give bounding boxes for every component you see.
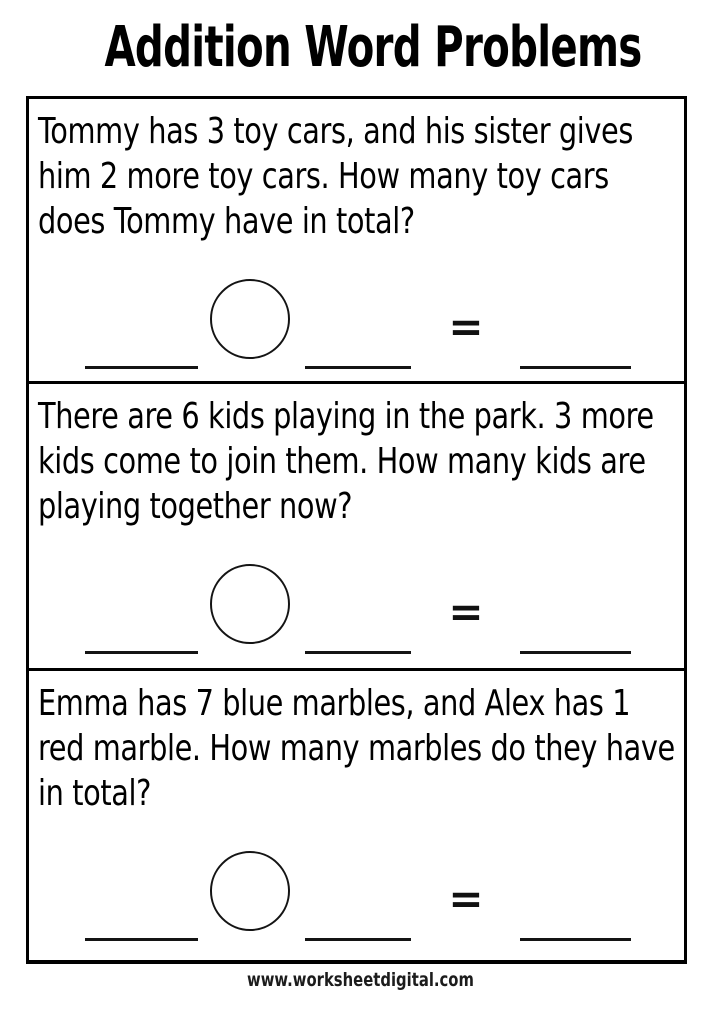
problem-card-3 (29, 671, 684, 954)
answer-blank-sum (520, 938, 631, 941)
problem-text (38, 109, 684, 244)
footer-url: www.worksheetdigital.com (246, 969, 474, 991)
operation-circle (210, 564, 290, 644)
worksheet-box (26, 96, 687, 964)
problem-card-1 (29, 99, 684, 384)
answer-blank-first-addend (85, 651, 198, 654)
problem-text-line: kids come to join them. How many kids are (38, 441, 646, 482)
page-footer (0, 969, 720, 991)
problem-text-line: him 2 more toy cars. How many toy cars (38, 156, 609, 197)
problem-text (38, 394, 684, 529)
operation-circle (210, 851, 290, 931)
problem-text-line: Tommy has 3 toy cars, and his sister gives (38, 111, 633, 152)
operation-circle (210, 279, 290, 359)
problem-card-2 (29, 384, 684, 671)
problem-text-line: red marble. How many marbles do they have (38, 728, 675, 769)
answer-blank-second-addend (305, 366, 411, 369)
problem-text-line: does Tommy have in total? (38, 201, 415, 242)
answer-blank-first-addend (85, 938, 198, 941)
problem-text-line: Emma has 7 blue marbles, and Alex has 1 (38, 683, 631, 724)
answer-blank-second-addend (305, 651, 411, 654)
equals-sign: = (448, 587, 484, 636)
problem-text (38, 681, 684, 816)
page-title: Addition Word Problems (104, 15, 642, 80)
answer-blank-second-addend (305, 938, 411, 941)
page-header (0, 15, 720, 80)
answer-blank-sum (520, 366, 631, 369)
problem-text-line: in total? (38, 773, 151, 814)
equals-sign: = (448, 302, 484, 351)
equals-sign: = (448, 874, 484, 923)
problem-text-line: There are 6 kids playing in the park. 3 more (38, 396, 654, 437)
problem-text-line: playing together now? (38, 486, 353, 527)
answer-blank-sum (520, 651, 631, 654)
answer-blank-first-addend (85, 366, 198, 369)
